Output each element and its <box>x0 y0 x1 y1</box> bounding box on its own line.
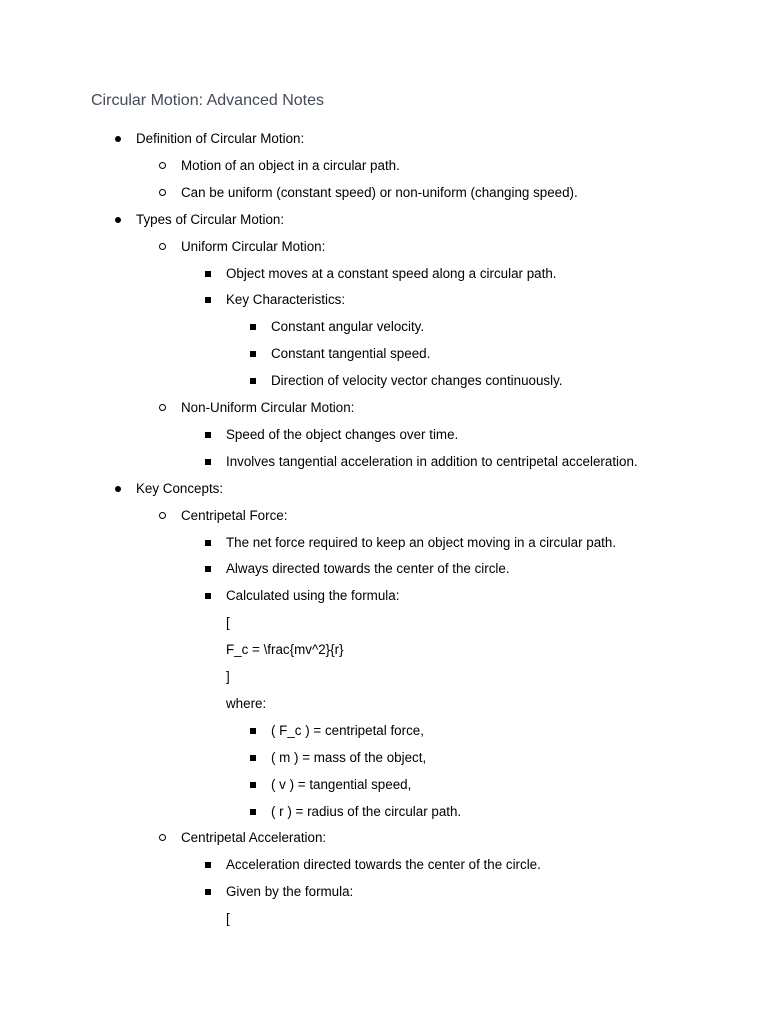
list-item <box>0 828 768 848</box>
list-item-text: [ <box>226 911 230 926</box>
list-item-text: [ <box>226 615 230 630</box>
hollow-bullet-icon <box>158 156 170 176</box>
square-bullet-icon <box>248 344 260 364</box>
list-item-text: Acceleration directed towards the center of the circle. <box>226 857 541 872</box>
bullet-icon <box>113 210 125 230</box>
list-item-text: ( m ) = mass of the object, <box>271 750 427 765</box>
hollow-bullet-icon <box>158 506 170 526</box>
hollow-bullet-icon <box>158 183 170 203</box>
list-item <box>0 721 768 741</box>
list-item <box>0 640 768 660</box>
list-item-text: ( F_c ) = centripetal force, <box>271 723 424 738</box>
list-item <box>0 398 768 418</box>
square-bullet-icon <box>203 855 215 875</box>
list-item <box>0 855 768 875</box>
list-item <box>0 667 768 687</box>
square-bullet-icon <box>203 559 215 579</box>
list-item <box>0 317 768 337</box>
list-item <box>0 694 768 714</box>
list-item-text: ( r ) = radius of the circular path. <box>271 804 462 819</box>
list-item-text: Motion of an object in a circular path. <box>181 158 400 173</box>
list-item <box>0 586 768 606</box>
list-item-text: Always directed towards the center of the circle. <box>226 561 510 576</box>
list-item <box>0 559 768 579</box>
square-bullet-icon <box>248 371 260 391</box>
list-item <box>0 290 768 310</box>
list-item-text: Key Concepts: <box>136 481 224 496</box>
list-item <box>0 425 768 445</box>
list-item-text: Given by the formula: <box>226 884 354 899</box>
list-item-text: Definition of Circular Motion: <box>136 131 305 146</box>
hollow-bullet-icon <box>158 398 170 418</box>
list-item-text: Calculated using the formula: <box>226 588 400 603</box>
bullet-icon <box>113 479 125 499</box>
list-item <box>0 344 768 364</box>
square-bullet-icon <box>248 721 260 741</box>
list-item-text: Direction of velocity vector changes continuously. <box>271 373 563 388</box>
list-item <box>0 452 768 472</box>
list-item-text: ] <box>226 669 230 684</box>
list-item-text: Types of Circular Motion: <box>136 212 285 227</box>
list-item <box>0 210 768 230</box>
list-item <box>0 882 768 902</box>
list-item-text: Uniform Circular Motion: <box>181 239 326 254</box>
list-item <box>0 479 768 499</box>
list-item-text: Key Characteristics: <box>226 292 346 307</box>
list-item <box>0 156 768 176</box>
list-item <box>0 264 768 284</box>
square-bullet-icon <box>203 425 215 445</box>
list-item-text: Constant angular velocity. <box>271 319 425 334</box>
page-title: Circular Motion: Advanced Notes <box>91 92 324 109</box>
square-bullet-icon <box>203 586 215 606</box>
list-item-text: ( v ) = tangential speed, <box>271 777 412 792</box>
list-item <box>0 802 768 822</box>
list-item-text: The net force required to keep an object moving in a circular path. <box>226 535 617 550</box>
square-bullet-icon <box>203 290 215 310</box>
bullet-icon <box>113 129 125 149</box>
square-bullet-icon <box>203 882 215 902</box>
list-item <box>0 237 768 257</box>
square-bullet-icon <box>203 264 215 284</box>
list-item-text: Can be uniform (constant speed) or non-uniform (changing speed). <box>181 185 578 200</box>
list-item-text: Involves tangential acceleration in addition to centripetal acceleration. <box>226 454 638 469</box>
list-item <box>0 909 768 929</box>
list-item <box>0 613 768 633</box>
list-item <box>0 129 768 149</box>
list-item-text: where: <box>226 696 267 711</box>
list-item-text: Constant tangential speed. <box>271 346 431 361</box>
hollow-bullet-icon <box>158 237 170 257</box>
list-item-text: Non-Uniform Circular Motion: <box>181 400 355 415</box>
list-item-text: F_c = \frac{mv^2}{r} <box>226 642 344 657</box>
list-item-text: Object moves at a constant speed along a circular path. <box>226 266 557 281</box>
list-item <box>0 775 768 795</box>
list-item <box>0 533 768 553</box>
square-bullet-icon <box>248 748 260 768</box>
list-item <box>0 506 768 526</box>
list-item <box>0 371 768 391</box>
square-bullet-icon <box>248 802 260 822</box>
list-item-text: Centripetal Acceleration: <box>181 830 327 845</box>
list-item <box>0 748 768 768</box>
square-bullet-icon <box>203 452 215 472</box>
hollow-bullet-icon <box>158 828 170 848</box>
square-bullet-icon <box>203 533 215 553</box>
square-bullet-icon <box>248 317 260 337</box>
square-bullet-icon <box>248 775 260 795</box>
list-item-text: Speed of the object changes over time. <box>226 427 459 442</box>
list-item-text: Centripetal Force: <box>181 508 288 523</box>
list-item <box>0 183 768 203</box>
